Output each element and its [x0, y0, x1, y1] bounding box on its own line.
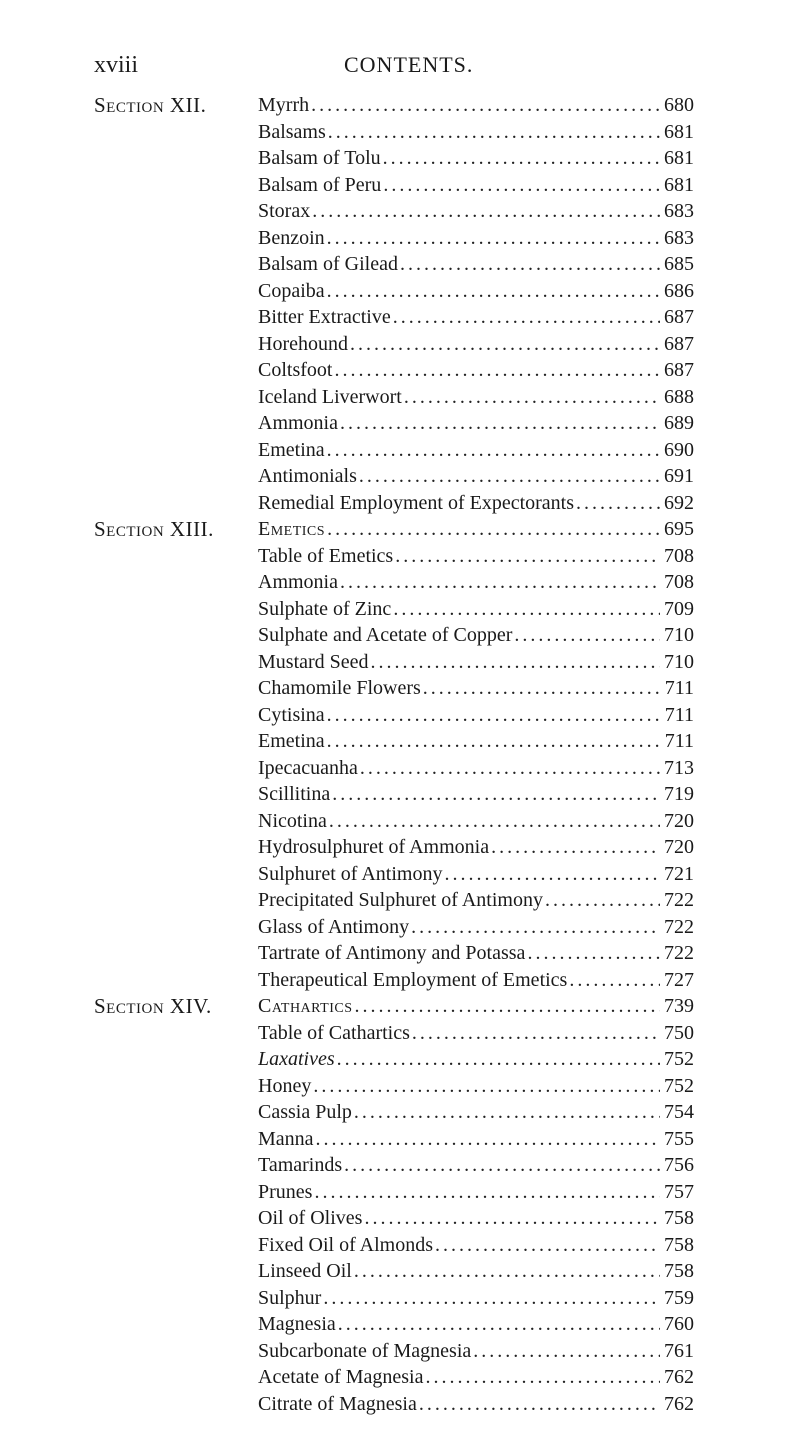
- toc-row: [0, 1338, 800, 1365]
- dot-leader: [471, 1338, 660, 1365]
- page-header: [94, 52, 694, 82]
- entry-title: Linseed Oil: [258, 1260, 352, 1282]
- entry-title: Sulphur: [258, 1286, 322, 1309]
- toc-entry: [258, 198, 694, 225]
- dot-leader: [362, 1205, 660, 1232]
- entry-title: Balsam of Peru: [258, 173, 382, 196]
- entry-page-number: 683: [664, 226, 694, 249]
- toc-entry: [258, 463, 694, 490]
- toc-row: [0, 993, 800, 1020]
- entry-title: Benzoin: [258, 226, 325, 249]
- entry-title: Nicotina: [258, 809, 327, 832]
- toc-entry: [258, 1311, 694, 1338]
- entry-page-number: 752: [664, 1048, 694, 1070]
- entry-page-number: 722: [664, 889, 694, 911]
- entry-title: Acetate of Magnesia: [258, 1366, 424, 1388]
- toc-entry: [258, 516, 694, 543]
- entry-title: Citrate of Magnesia: [258, 1392, 417, 1415]
- dot-leader: [332, 357, 660, 384]
- entry-page-number: 758: [664, 1207, 694, 1229]
- dot-leader: [348, 331, 660, 358]
- toc-entry: [258, 569, 694, 596]
- dot-leader: [512, 622, 660, 649]
- dot-leader: [353, 993, 660, 1020]
- entry-title: Subcarbonate of Magnesia: [258, 1339, 472, 1362]
- toc-entry: [258, 649, 694, 676]
- toc-row: [0, 198, 800, 225]
- dot-leader: [325, 278, 660, 305]
- entry-page-number: 692: [664, 491, 694, 514]
- section-label: Section XIV.: [94, 994, 212, 1018]
- entry-title: Sulphate of Zinc: [258, 597, 392, 620]
- toc-row: [0, 887, 800, 914]
- toc-entry: [258, 384, 694, 411]
- entry-title: Cassia Pulp: [258, 1101, 352, 1123]
- dot-leader: [442, 861, 660, 888]
- dot-leader: [325, 225, 660, 252]
- toc-row: [0, 357, 800, 384]
- dot-leader: [325, 702, 661, 729]
- entry-page-number: 760: [664, 1313, 694, 1335]
- entry-title: Emetina: [258, 730, 325, 752]
- entry-page-number: 681: [664, 120, 694, 143]
- entry-page-number: 681: [664, 173, 694, 196]
- toc-entry: [258, 993, 694, 1020]
- entry-title: Sulphate and Acetate of Copper: [258, 624, 513, 646]
- toc-entry: [258, 1020, 694, 1047]
- entry-page-number: 686: [664, 279, 694, 302]
- entry-page-number: 687: [664, 359, 694, 381]
- dot-leader: [574, 490, 660, 517]
- entry-page-number: 757: [664, 1180, 694, 1203]
- entry-page-number: 755: [664, 1127, 694, 1150]
- toc-entry: [258, 596, 694, 623]
- dot-leader: [335, 1046, 660, 1073]
- toc-row: [0, 463, 800, 490]
- toc-entry: [258, 1232, 694, 1259]
- entry-page-number: 711: [664, 730, 694, 752]
- entry-title: Ammonia: [258, 571, 338, 593]
- entry-page-number: 758: [664, 1233, 694, 1256]
- dot-leader: [321, 1285, 660, 1312]
- entry-page-number: 688: [664, 385, 694, 408]
- toc-entry: [258, 967, 694, 994]
- entry-title: Balsams: [258, 120, 326, 143]
- dot-leader: [567, 967, 660, 994]
- entry-title: Iceland Liverwort: [258, 385, 402, 408]
- entry-page-number: 685: [664, 253, 694, 275]
- entry-title: Horehound: [258, 332, 348, 355]
- dot-leader: [391, 304, 660, 331]
- entry-page-number: 720: [664, 809, 694, 832]
- dot-leader: [421, 675, 661, 702]
- toc-row: [0, 940, 800, 967]
- dot-leader: [393, 543, 660, 570]
- entry-title: Mustard Seed: [258, 650, 369, 673]
- dot-leader: [433, 1232, 660, 1259]
- toc-entry: [258, 781, 694, 808]
- toc-entry: [258, 887, 694, 914]
- toc-entry: [258, 304, 694, 331]
- toc-row: [0, 914, 800, 941]
- entry-title: Hydrosulphuret of Ammonia: [258, 836, 490, 858]
- toc-entry: [258, 1099, 694, 1126]
- dot-leader: [352, 1099, 660, 1126]
- dot-leader: [352, 1258, 660, 1285]
- toc-row: [0, 1311, 800, 1338]
- entry-title: Honey: [258, 1074, 312, 1097]
- toc-entry: [258, 940, 694, 967]
- toc-entry: [258, 1364, 694, 1391]
- dot-leader: [312, 1179, 660, 1206]
- entry-title: Therapeutical Employment of Emetics: [258, 968, 568, 991]
- entry-page-number: 720: [664, 836, 694, 858]
- toc-row: [0, 251, 800, 278]
- dot-leader: [327, 808, 660, 835]
- toc-row: [0, 92, 800, 119]
- entry-page-number: 708: [664, 544, 694, 567]
- toc-entry: [258, 1285, 694, 1312]
- entry-title: Ipecacuanha: [258, 756, 358, 779]
- dot-leader: [398, 251, 660, 278]
- entry-title: Tartrate of Antimony and Potassa: [258, 942, 526, 964]
- dot-leader: [417, 1391, 660, 1418]
- entry-title: Cytisina: [258, 703, 325, 726]
- entry-page-number: 708: [664, 571, 694, 593]
- entry-page-number: 722: [664, 915, 694, 938]
- entry-page-number: 762: [664, 1392, 694, 1415]
- toc-row: [0, 516, 800, 543]
- entry-page-number: 761: [664, 1339, 694, 1362]
- toc-entry: [258, 278, 694, 305]
- toc-entry: [258, 702, 694, 729]
- toc-row: [0, 569, 800, 596]
- entry-title: Sulphuret of Antimony: [258, 862, 443, 885]
- toc-entry: [258, 543, 694, 570]
- dot-leader: [309, 92, 660, 119]
- entry-title: Manna: [258, 1127, 314, 1150]
- entry-page-number: 710: [664, 624, 694, 646]
- entry-page-number: 758: [664, 1260, 694, 1282]
- entry-title: Tamarinds: [258, 1154, 343, 1176]
- entry-page-number: 680: [664, 94, 694, 116]
- entry-title: Scillitina: [258, 783, 331, 805]
- toc-entry: [258, 1258, 694, 1285]
- table-of-contents: [0, 92, 800, 1417]
- entry-title: Copaiba: [258, 279, 325, 302]
- entry-title: Laxatives: [258, 1048, 335, 1070]
- entry-title: Ammonia: [258, 412, 338, 434]
- toc-entry: [258, 410, 694, 437]
- entry-page-number: 687: [664, 332, 694, 355]
- dot-leader: [326, 119, 660, 146]
- entry-title: Magnesia: [258, 1313, 336, 1335]
- entry-page-number: 687: [664, 306, 694, 328]
- entry-page-number: 691: [664, 465, 694, 487]
- entry-page-number: 711: [664, 703, 694, 726]
- dot-leader: [325, 437, 660, 464]
- entry-page-number: 681: [664, 147, 694, 169]
- toc-row: [0, 304, 800, 331]
- dot-leader: [338, 410, 660, 437]
- dot-leader: [314, 1126, 660, 1153]
- entry-page-number: 690: [664, 438, 694, 461]
- toc-entry: [258, 755, 694, 782]
- entry-title: Balsam of Tolu: [258, 147, 381, 169]
- entry-title: Emetics: [258, 518, 326, 540]
- dot-leader: [543, 887, 660, 914]
- toc-row: [0, 755, 800, 782]
- entry-page-number: 739: [664, 995, 694, 1017]
- toc-row: [0, 1046, 800, 1073]
- dot-leader: [381, 145, 660, 172]
- dot-leader: [525, 940, 660, 967]
- dot-leader: [330, 781, 660, 808]
- toc-entry: [258, 437, 694, 464]
- toc-row: [0, 1099, 800, 1126]
- toc-entry: [258, 490, 694, 517]
- entry-page-number: 695: [664, 518, 694, 540]
- entry-title: Myrrh: [258, 94, 310, 116]
- toc-row: [0, 1020, 800, 1047]
- toc-entry: [258, 145, 694, 172]
- toc-entry: [258, 622, 694, 649]
- dot-leader: [489, 834, 660, 861]
- toc-row: [0, 172, 800, 199]
- toc-row: [0, 1285, 800, 1312]
- toc-row: [0, 119, 800, 146]
- toc-row: [0, 1073, 800, 1100]
- dot-leader: [357, 463, 660, 490]
- entry-title: Cathartics: [258, 995, 353, 1017]
- toc-entry: [258, 1073, 694, 1100]
- toc-entry: [258, 119, 694, 146]
- toc-entry: [258, 1046, 694, 1073]
- toc-entry: [258, 834, 694, 861]
- toc-row: [0, 728, 800, 755]
- toc-row: [0, 596, 800, 623]
- toc-row: [0, 781, 800, 808]
- entry-title: Coltsfoot: [258, 359, 333, 381]
- toc-row: [0, 1205, 800, 1232]
- dot-leader: [423, 1364, 660, 1391]
- entry-title: Bitter Extractive: [258, 306, 391, 328]
- toc-entry: [258, 92, 694, 119]
- toc-entry: [258, 914, 694, 941]
- entry-page-number: 754: [664, 1101, 694, 1123]
- entry-page-number: 752: [664, 1074, 694, 1097]
- toc-row: [0, 1152, 800, 1179]
- dot-leader: [410, 1020, 660, 1047]
- toc-row: [0, 808, 800, 835]
- toc-row: [0, 967, 800, 994]
- toc-row: [0, 331, 800, 358]
- entry-page-number: 683: [664, 200, 694, 222]
- entry-title: Balsam of Gilead: [258, 253, 398, 275]
- toc-row: [0, 278, 800, 305]
- dot-leader: [402, 384, 660, 411]
- entry-title: Chamomile Flowers: [258, 677, 421, 699]
- toc-entry: [258, 1126, 694, 1153]
- entry-title: Remedial Employment of Expectorants: [258, 491, 575, 514]
- entry-title: Glass of Antimony: [258, 915, 410, 938]
- entry-page-number: 713: [664, 756, 694, 779]
- running-title: CONTENTS.: [344, 52, 474, 77]
- toc-entry: [258, 172, 694, 199]
- toc-row: [0, 1179, 800, 1206]
- dot-leader: [336, 1311, 660, 1338]
- entry-title: Antimonials: [258, 465, 357, 487]
- toc-entry: [258, 1391, 694, 1418]
- dot-leader: [325, 728, 661, 755]
- page-number: xviii: [94, 52, 139, 78]
- entry-page-number: 722: [664, 942, 694, 964]
- toc-entry: [258, 1179, 694, 1206]
- toc-row: [0, 1364, 800, 1391]
- dot-leader: [325, 516, 660, 543]
- toc-row: [0, 145, 800, 172]
- toc-row: [0, 225, 800, 252]
- entry-page-number: 709: [664, 597, 694, 620]
- toc-entry: [258, 1205, 694, 1232]
- dot-leader: [391, 596, 660, 623]
- dot-leader: [409, 914, 660, 941]
- toc-row: [0, 622, 800, 649]
- toc-row: [0, 1391, 800, 1418]
- toc-entry: [258, 331, 694, 358]
- entry-page-number: 719: [664, 783, 694, 805]
- entry-title: Prunes: [258, 1180, 313, 1203]
- toc-row: [0, 702, 800, 729]
- entry-page-number: 756: [664, 1154, 694, 1176]
- toc-row: [0, 410, 800, 437]
- entry-page-number: 689: [664, 412, 694, 434]
- dot-leader: [310, 198, 660, 225]
- toc-entry: [258, 861, 694, 888]
- entry-page-number: 727: [664, 968, 694, 991]
- entry-title: Table of Cathartics: [258, 1021, 410, 1044]
- entry-page-number: 710: [664, 650, 694, 673]
- entry-title: Oil of Olives: [258, 1207, 363, 1229]
- toc-entry: [258, 728, 694, 755]
- dot-leader: [369, 649, 660, 676]
- entry-title: Emetina: [258, 438, 325, 461]
- section-label: Section XIII.: [94, 517, 214, 541]
- toc-row: [0, 1126, 800, 1153]
- toc-entry: [258, 251, 694, 278]
- dot-leader: [338, 569, 660, 596]
- toc-entry: [258, 675, 694, 702]
- toc-entry: [258, 357, 694, 384]
- entry-page-number: 750: [664, 1021, 694, 1044]
- entry-page-number: 762: [664, 1366, 694, 1388]
- toc-entry: [258, 808, 694, 835]
- toc-row: [0, 861, 800, 888]
- dot-leader: [311, 1073, 660, 1100]
- toc-row: [0, 1258, 800, 1285]
- toc-row: [0, 384, 800, 411]
- toc-row: [0, 437, 800, 464]
- section-label: Section XII.: [94, 93, 207, 117]
- toc-row: [0, 675, 800, 702]
- toc-row: [0, 649, 800, 676]
- toc-entry: [258, 1152, 694, 1179]
- dot-leader: [381, 172, 660, 199]
- entry-title: Fixed Oil of Almonds: [258, 1233, 434, 1256]
- entry-title: Storax: [258, 200, 311, 222]
- entry-page-number: 759: [664, 1286, 694, 1309]
- entry-title: Table of Emetics: [258, 544, 394, 567]
- toc-entry: [258, 1338, 694, 1365]
- toc-row: [0, 834, 800, 861]
- dot-leader: [358, 755, 660, 782]
- toc-row: [0, 490, 800, 517]
- entry-page-number: 721: [664, 862, 694, 885]
- toc-row: [0, 543, 800, 570]
- entry-title: Precipitated Sulphuret of Antimony: [258, 889, 543, 911]
- entry-page-number: 711: [664, 677, 694, 699]
- toc-entry: [258, 225, 694, 252]
- dot-leader: [342, 1152, 660, 1179]
- toc-row: [0, 1232, 800, 1259]
